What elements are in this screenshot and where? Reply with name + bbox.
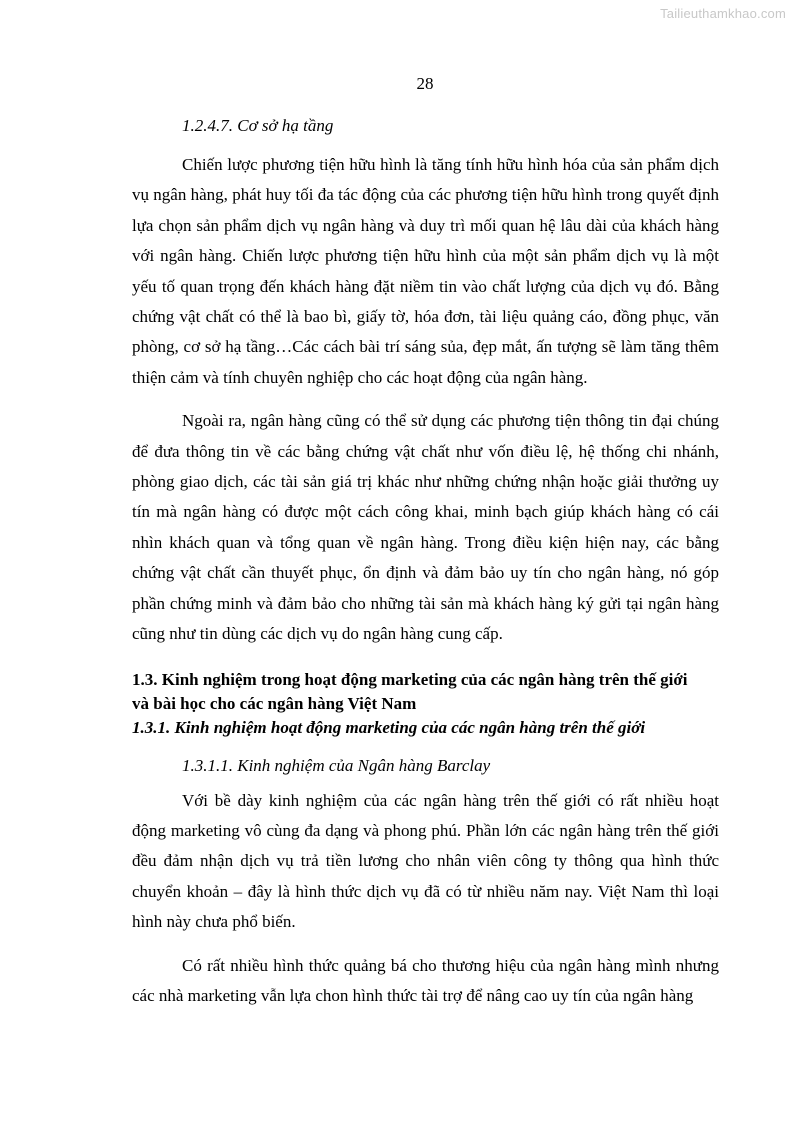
paragraph-3: Với bề dày kinh nghiệm của các ngân hàng trên thế giới có rất nhiều hoạt động marketing vô cùng đa dạng và phong phú. Phần lớn các ngân hàng trên thế giới đều đảm nhận dịch vụ trả tiền lương cho nhân viên công ty thông qua hình thức chuyển khoản – đây là hình thức dịch vụ đã có từ nhiều năm nay. Việt Nam thì loại hình này chưa phổ biến. <box>132 790 719 932</box>
heading-1-3-line-1: 1.3. Kinh nghiệm trong hoạt động marketing của các ngân hàng trên thế giới <box>132 669 688 689</box>
document-body <box>132 114 719 1011</box>
heading-1-3-1-1: 1.3.1.1. Kinh nghiệm của Ngân hàng Barclay <box>182 755 491 775</box>
watermark: Tailieuthamkhao.com <box>660 6 786 21</box>
heading-1-3-1: 1.3.1. Kinh nghiệm hoạt động marketing của các ngân hàng trên thế giới <box>132 717 646 737</box>
heading-1-2-4-7: 1.2.4.7. Cơ sở hạ tầng <box>182 116 334 135</box>
paragraph-4: Có rất nhiều hình thức quảng bá cho thương hiệu của ngân hàng mình nhưng các nhà marketing vẫn lựa chon hình thức tài trợ để nâng cao uy tín của ngân hàng <box>132 955 719 1005</box>
heading-1-3-line-2: và bài học cho các ngân hàng Việt Nam <box>132 693 417 713</box>
page-number: 28 <box>416 74 434 93</box>
heading-1-3 <box>132 668 719 716</box>
paragraph-2: Ngoài ra, ngân hàng cũng có thể sử dụng các phương tiện thông tin đại chúng để đưa thông tin về các bằng chứng vật chất như vốn điều lệ, hệ thống chi nhánh, phòng giao dịch, các tài sản giá trị khác như những chứng nhận hoặc giải thưởng uy tín mà ngân hàng có được một cách công khai, minh bạch giúp khách hàng có cái nhìn khách quan và tổng quan về ngân hàng. Trong điều kiện hiện nay, các bằng chứng vật chất cần thuyết phục, ổn định và đảm bảo uy tín cho ngân hàng, nó góp phần chứng minh và đảm bảo cho những tài sản mà khách hàng ký gửi tại ngân hàng cũng như tin dùng các dịch vụ do ngân hàng cung cấp. <box>132 411 719 644</box>
paragraph-1: Chiến lược phương tiện hữu hình là tăng tính hữu hình hóa của sản phẩm dịch vụ ngân hàng, phát huy tối đa tác động của các phương tiện hữu hình trong quyết định lựa chọn sản phẩm dịch vụ ngân hàng và duy trì mối quan hệ lâu dài của khách hàng với ngân hàng. Chiến lược phương tiện hữu hình của một sản phẩm dịch vụ là một yếu tố quan trọng đến khách hàng đặt niềm tin vào chất lượng của dịch vụ đó. Bằng chứng vật chất có thể là bao bì, giấy tờ, hóa đơn, tài liệu quảng cáo, đồng phục, văn phòng, cơ sở hạ tầng…Các cách bài trí sáng sủa, đẹp mắt, ấn tượng sẽ làm tăng thêm thiện cảm và tính chuyên nghiệp cho các hoạt động của ngân hàng. <box>132 155 719 387</box>
